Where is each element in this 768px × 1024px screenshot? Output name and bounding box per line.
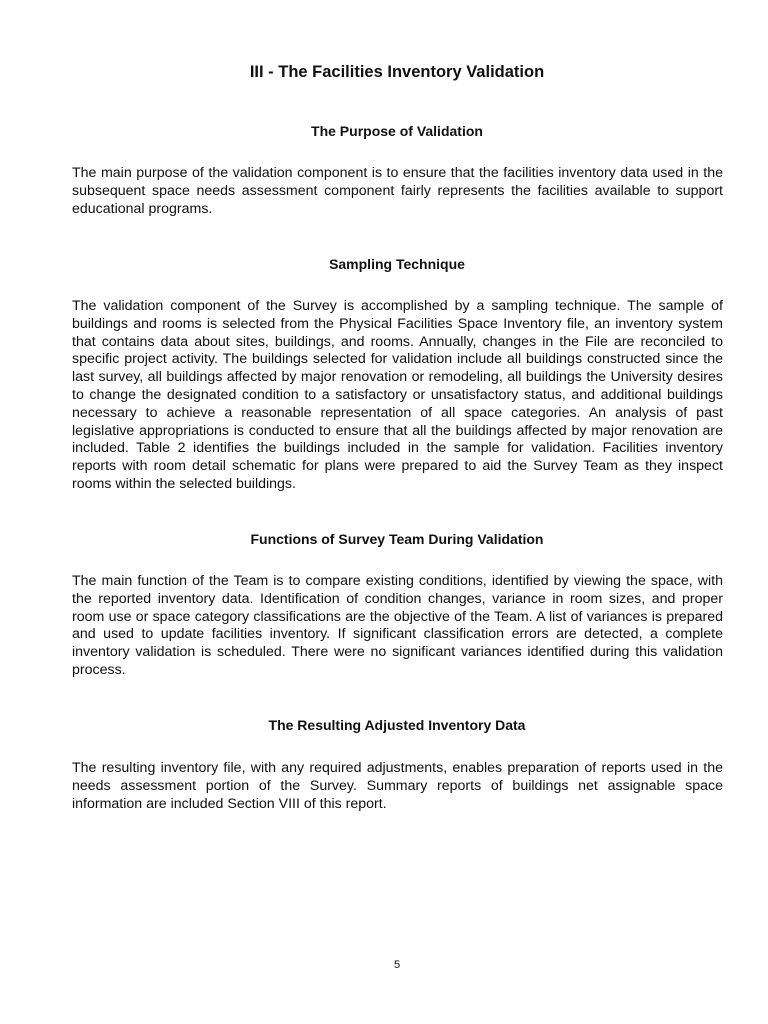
section-body-purpose: The main purpose of the validation component is to ensure that the facilities inventory data used in the subsequent space needs assessment component fairly represents the facilities available to support educational programs. — [72, 165, 723, 217]
section-body-functions: The main function of the Team is to compare existing conditions, identified by viewing the space, with the reported inventory data. Identification of condition changes, variance in room sizes, and proper room use or space category classifications are the objective of the Team. A list of variances is prepared and used to update facilities inventory. If significant classification errors are detected, a complete inventory validation is scheduled. There were no significant variances identified during this validation process. — [72, 573, 723, 678]
section-heading-sampling: Sampling Technique — [329, 256, 465, 272]
section-heading-purpose: The Purpose of Validation — [311, 123, 483, 139]
section-body-sampling: The validation component of the Survey is accomplished by a sampling technique. The sample of buildings and rooms is selected from the Physical Facilities Space Inventory file, an inventory system that contains data about sites, buildings, and rooms. Annually, changes in the File are reconciled to specific project activity. The buildings selected for validation include all buildings constructed since the last survey, all buildings affected by major renovation or remodeling, all buildings the University desires to change the designated condition to a satisfactory or unsatisfactory status, and additional buildings necessary to achieve a reasonable representation of all space categories. An analysis of past legislative appropriations is conducted to ensure that all the buildings affected by major renovation are included. Table 2 identifies the buildings included in the sample for validation. Facilities inventory reports with room detail schematic for plans were prepared to aid the Survey Team as they inspect rooms within the selected buildings. — [72, 298, 723, 492]
section-heading-functions: Functions of Survey Team During Validation — [250, 531, 544, 547]
section-body-resulting: The resulting inventory file, with any required adjustments, enables preparation of reports used in the needs assessment portion of the Survey. Summary reports of buildings net assignable space information are included Section VIII of this report. — [72, 760, 723, 812]
page-number: 5 — [393, 959, 401, 971]
page-title: III - The Facilities Inventory Validation — [249, 63, 545, 81]
section-heading-resulting: The Resulting Adjusted Inventory Data — [268, 717, 526, 733]
